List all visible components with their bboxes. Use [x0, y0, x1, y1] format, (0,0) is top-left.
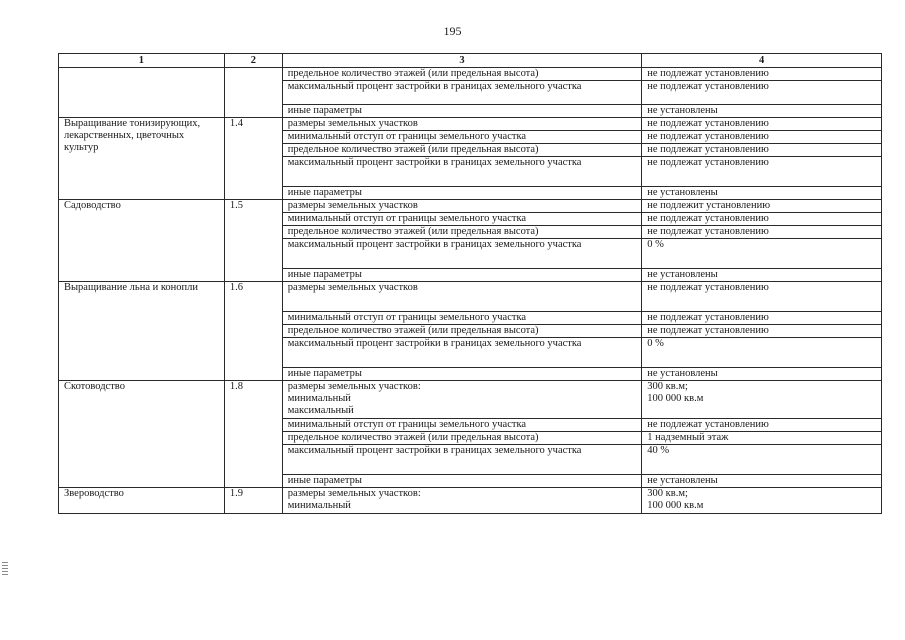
parameter-name: размеры земельных участков: минимальный [282, 488, 642, 514]
parameter-value: не установлены [642, 269, 882, 282]
parameter-name: размеры земельных участков: минимальный максимальный [282, 381, 642, 419]
parameter-name: предельное количество этажей (или предельная высота) [282, 226, 642, 239]
parameter-name: иные параметры [282, 368, 642, 381]
table-row [59, 488, 882, 514]
parameter-value: 40 % [642, 445, 882, 475]
parameter-value: 300 кв.м; 100 000 кв.м [642, 488, 882, 514]
parameter-name: минимальный отступ от границы земельного участка [282, 131, 642, 144]
land-use-type: Выращивание тонизирующих, лекарственных, цветочных культур [59, 118, 225, 200]
parameter-name: максимальный процент застройки в границах земельного участка [282, 445, 642, 475]
parameter-value: 1 надземный этаж [642, 432, 882, 445]
header-col-1: 1 [59, 54, 225, 68]
parameter-value: не подлежат установлению [642, 81, 882, 105]
parameter-name: максимальный процент застройки в границах земельного участка [282, 239, 642, 269]
parameter-value: не подлежат установлению [642, 213, 882, 226]
parameter-value: 300 кв.м; 100 000 кв.м [642, 381, 882, 419]
parameter-value: не установлены [642, 105, 882, 118]
land-use-code: 1.6 [224, 282, 282, 381]
page-number: 195 [443, 24, 462, 38]
land-use-code: 1.4 [224, 118, 282, 200]
parameter-name: максимальный процент застройки в границах земельного участка [282, 81, 642, 105]
parameter-name: максимальный процент застройки в границах земельного участка [282, 157, 642, 187]
land-use-code: 1.5 [224, 200, 282, 282]
table-row [59, 68, 882, 81]
parameter-name: размеры земельных участков [282, 282, 642, 312]
land-use-type: Скотоводство [59, 381, 225, 488]
header-col-4: 4 [642, 54, 882, 68]
table-row [59, 282, 882, 312]
table-row [59, 200, 882, 213]
land-use-code: 1.8 [224, 381, 282, 488]
parameter-value: не подлежат установлению [642, 68, 882, 81]
land-use-type: Садоводство [59, 200, 225, 282]
parameter-name: минимальный отступ от границы земельного участка [282, 213, 642, 226]
table-row [59, 381, 882, 419]
parameter-value: не подлежат установлению [642, 419, 882, 432]
parameter-name: иные параметры [282, 269, 642, 282]
parameter-name: предельное количество этажей (или предельная высота) [282, 325, 642, 338]
parameter-name: минимальный отступ от границы земельного участка [282, 419, 642, 432]
parameter-value: не установлены [642, 187, 882, 200]
parameter-name: максимальный процент застройки в границах земельного участка [282, 338, 642, 368]
parameter-value: не подлежат установлению [642, 226, 882, 239]
parameter-value: не подлежат установлению [642, 325, 882, 338]
parameter-value: 0 % [642, 239, 882, 269]
land-use-code: 1.9 [224, 488, 282, 514]
parameter-value: не подлежат установлению [642, 282, 882, 312]
land-use-parameters-table [58, 53, 882, 514]
parameter-name: предельное количество этажей (или предельная высота) [282, 432, 642, 445]
scan-margin-mark [2, 562, 8, 576]
parameter-value: не установлены [642, 368, 882, 381]
parameter-value: не подлежит установлению [642, 200, 882, 213]
land-use-type: Звероводство [59, 488, 225, 514]
table-row [59, 118, 882, 131]
parameter-name: предельное количество этажей (или предельная высота) [282, 68, 642, 81]
parameter-value: не подлежат установлению [642, 118, 882, 131]
header-col-2: 2 [224, 54, 282, 68]
table-body [59, 68, 882, 514]
land-use-code [224, 68, 282, 118]
parameter-name: размеры земельных участков [282, 200, 642, 213]
land-use-type [59, 68, 225, 118]
parameter-name: предельное количество этажей (или предельная высота) [282, 144, 642, 157]
parameter-name: иные параметры [282, 187, 642, 200]
parameter-name: иные параметры [282, 475, 642, 488]
parameter-value: 0 % [642, 338, 882, 368]
parameter-name: иные параметры [282, 105, 642, 118]
parameter-name: минимальный отступ от границы земельного участка [282, 312, 642, 325]
parameter-name: размеры земельных участков [282, 118, 642, 131]
parameter-value: не подлежат установлению [642, 157, 882, 187]
parameter-value: не установлены [642, 475, 882, 488]
parameter-value: не подлежат установлению [642, 131, 882, 144]
parameter-value: не подлежат установлению [642, 144, 882, 157]
header-col-3: 3 [282, 54, 642, 68]
parameter-value: не подлежат установлению [642, 312, 882, 325]
table-header-row [59, 54, 882, 68]
land-use-type: Выращивание льна и конопли [59, 282, 225, 381]
